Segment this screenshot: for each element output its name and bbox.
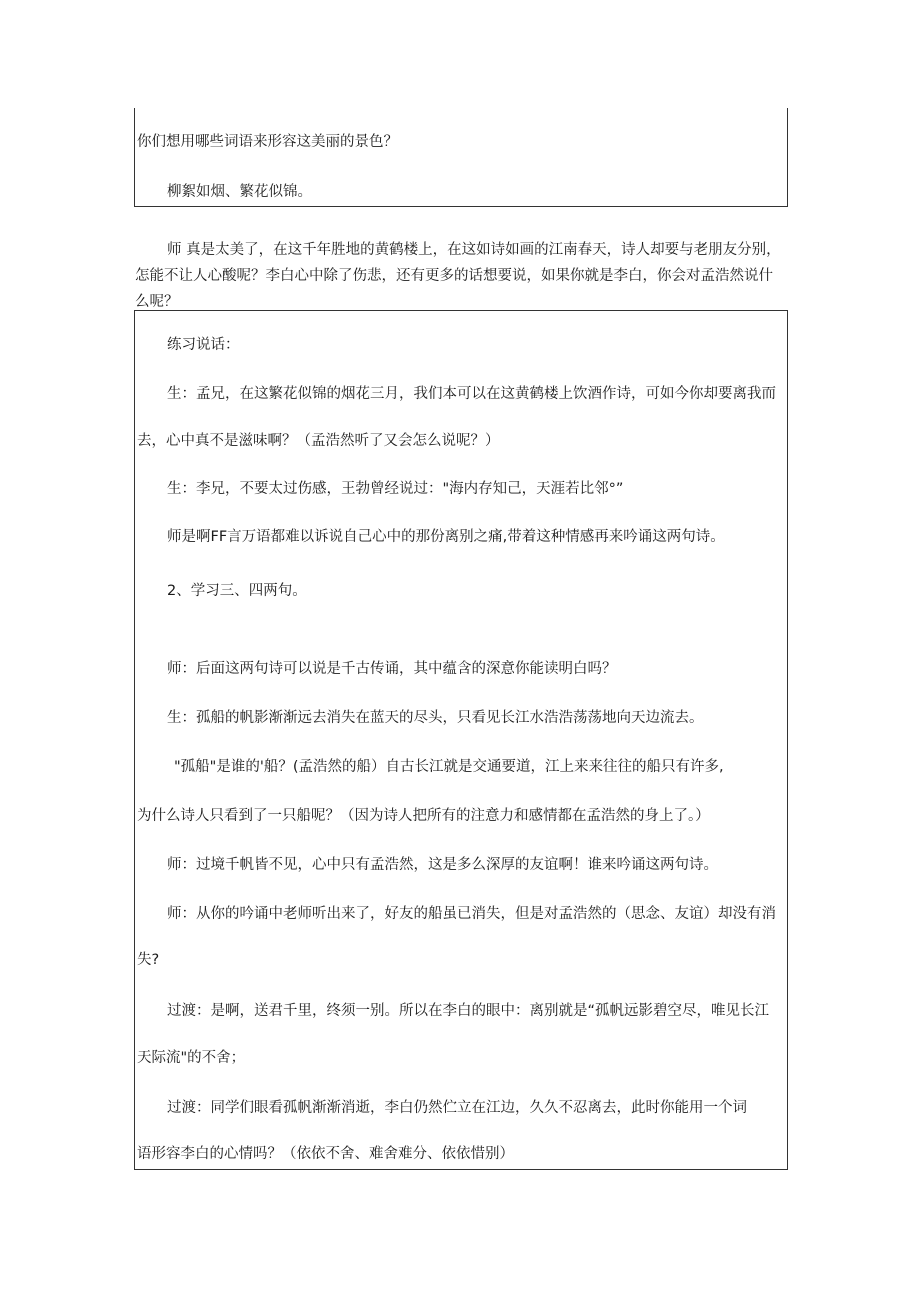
dialogue-line: 过渡：同学们眼看孤帆渐渐消逝，李白仍然伫立在江边，久久不忍离去，此时你能用一个词 [167, 1100, 747, 1116]
dialogue-line: 过渡：是啊，送君千里，终须一别。所以在李白的眼中：离别就是“孤帆远影碧空尽，唯见长江 [167, 1003, 770, 1019]
narration-line: 么呢？ [135, 294, 179, 310]
narration-line: 怎能不让人心酸呢？李白心中除了伤悲，还有更多的话想要说，如果你就是李白，你会对孟浩然说什 [135, 268, 773, 284]
section-heading: 练习说话： [167, 337, 240, 353]
dialogue-line: 师：过境千帆皆不见，心中只有孟浩然，这是多么深厚的友谊啊！谁来吟诵这两句诗。 [167, 857, 718, 873]
dialogue-line: 师：从你的吟诵中老师听出来了，好友的船虽已消失，但是对孟浩然的（思念、友谊）却没有消 [167, 906, 776, 922]
dialogue-line: 失? [137, 952, 160, 968]
dialogue-line: 生：李兄，不要太过伤感，王勃曾经说过："海内存知己，天涯若比邻°” [167, 481, 624, 497]
dialogue-line: 语形容李白的心情吗？（依依不舍、难舍难分、依依惜别） [137, 1146, 514, 1162]
narration-line: 师 真是太美了，在这千年胜地的黄鹤楼上，在这如诗如画的江南春天，诗人却要与老朋友分别， [167, 242, 781, 258]
subsection-heading: 2、学习三、四两句。 [167, 583, 307, 599]
dialogue-line: 为什么诗人只看到了一只船呢？（因为诗人把所有的注意力和感情都在孟浩然的身上了。） [137, 808, 710, 824]
dialogue-line: 生：孤船的帆影渐渐远去消失在蓝天的尽头，只看见长江水浩浩荡荡地向天边流去。 [167, 710, 704, 726]
dialogue-line: 天际流"的不舍； [137, 1050, 246, 1066]
dialogue-line: 去，心中真不是滋味啊？（孟浩然听了又会怎么说呢？） [137, 433, 500, 449]
answer-text: 柳絮如烟、繁花似锦。 [167, 184, 312, 200]
dialogue-line: 师是啊FF言万语都难以诉说自己心中的那份离别之痛,带着这种情感再来吟诵这两句诗。 [167, 529, 725, 545]
teacher-narration [135, 237, 787, 315]
question-text: 你们想用哪些词语来形容这美丽的景色？ [137, 134, 398, 150]
dialogue-line: 师：后面这两句诗可以说是千古传诵，其中蕴含的深意你能读明白吗？ [167, 661, 617, 677]
dialogue-line: 生：孟兄，在这繁花似锦的烟花三月，我们本可以在这黄鹤楼上饮酒作诗，可如今你却要离我而 [167, 386, 776, 402]
dialogue-line: "孤船"是谁的'船？(孟浩然的船）自古长江就是交通要道，江上来来往往的船只有许多, [174, 759, 724, 775]
